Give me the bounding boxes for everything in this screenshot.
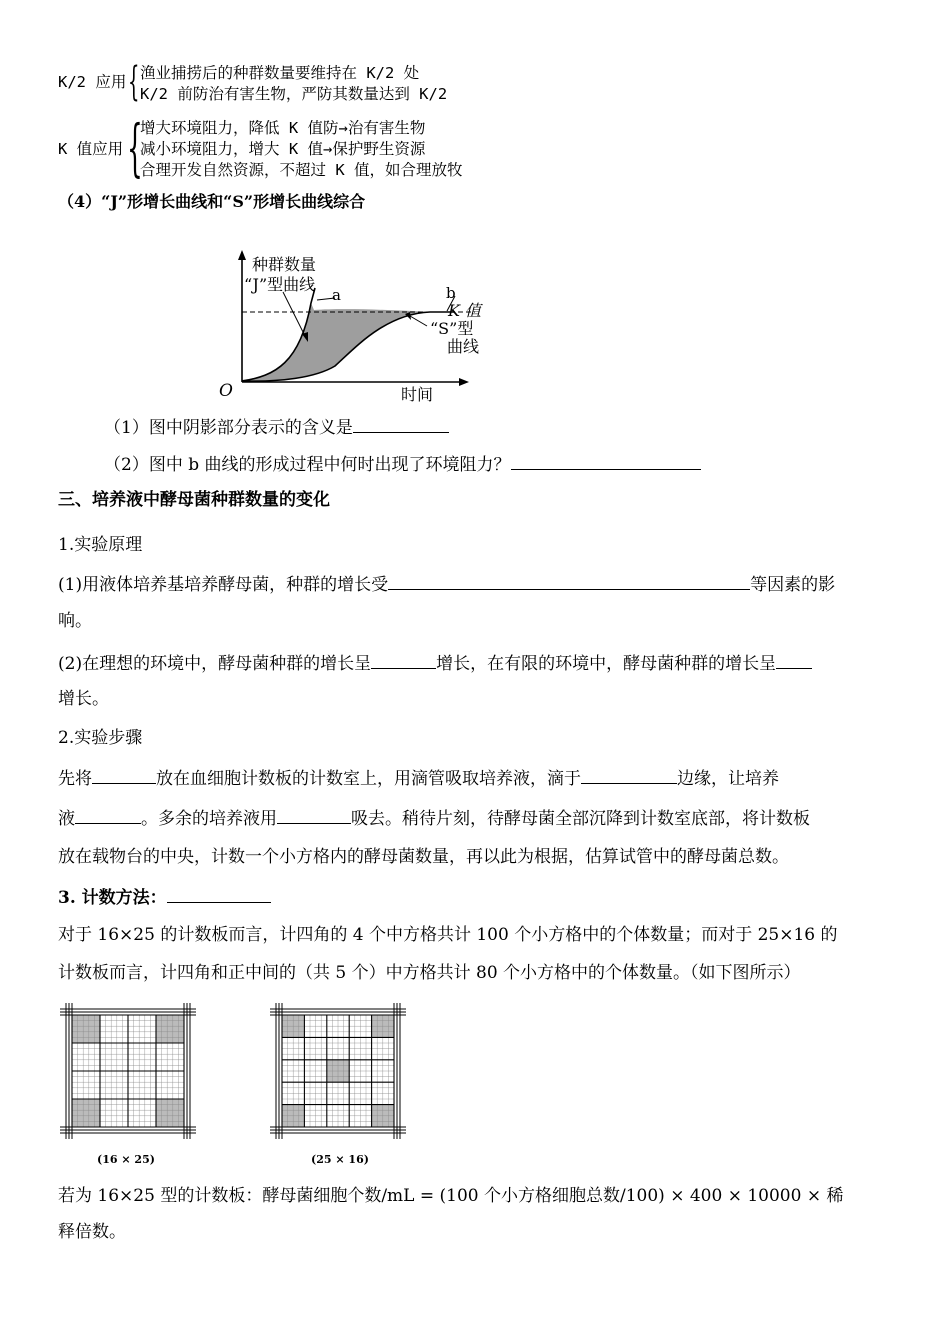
counting-heading-row — [58, 886, 271, 908]
k-value-brace: { — [127, 111, 143, 184]
k-half-label: K/2 应用 — [58, 73, 127, 91]
grid-16x25-shaded-square — [156, 1015, 184, 1043]
origin-label: O — [219, 381, 233, 401]
grid-25x16-drawing — [270, 1003, 406, 1139]
steps-line-3: 放在载物台的中央，计数一个小方格内的酵母菌数量，再以此为根据，估算试管中的酵母菌总数。 — [58, 847, 789, 867]
steps-blank-2[interactable] — [581, 767, 677, 784]
k-value-item-1: 增大环境阻力，降低 K 值防→治有害生物 — [140, 119, 426, 137]
steps-blank-1[interactable] — [92, 767, 156, 784]
k-value-item-2: 减小环境阻力，增大 K 值→保护野生资源 — [140, 140, 426, 158]
principle-p1-c: 响。 — [58, 611, 92, 631]
grid-16x25-shaded-square — [72, 1015, 100, 1043]
principle-p1-b: 等因素的影 — [750, 575, 836, 595]
steps-s2-c: 吸去。稍待片刻，待酵母菌全部沉降到计数室底部，将计数板 — [351, 809, 810, 829]
k-value-label-fig: K 值 — [447, 301, 481, 320]
question-1-blank[interactable] — [353, 416, 449, 433]
k-half-item-1: 渔业捕捞后的种群数量要维持在 K/2 处 — [140, 64, 420, 82]
steps-s2-a: 液 — [58, 809, 75, 829]
principle-p2-a: (2)在理想的环境中，酵母菌种群的增长呈 — [58, 654, 372, 674]
k-value-label: K 值应用 — [58, 140, 124, 158]
formula-line-1: 若为 16×25 型的计数板：酵母菌细胞个数/mL = (100 个小方格细胞总数/100) × 400 × 10000 × 稀 — [58, 1186, 844, 1206]
principle-p1 — [58, 573, 835, 595]
s-curve-label-2: 曲线 — [447, 337, 480, 356]
principle-p2-b: 增长，在有限的环境中，酵母菌种群的增长呈 — [436, 654, 777, 674]
growth-curve-figure — [205, 248, 485, 406]
steps-s1-b: 放在血细胞计数板的计数室上，用滴管吸取培养液，滴于 — [156, 769, 581, 789]
steps-line-1 — [58, 767, 779, 789]
question-2-blank[interactable] — [511, 453, 701, 470]
principle-p1-blank[interactable] — [388, 573, 750, 590]
counting-line-2: 计数板而言，计四角和正中间的（共 5 个）中方格共计 80 个小方格中的个体数量。（如下图所示） — [58, 963, 801, 983]
grid-16x25-drawing — [60, 1003, 196, 1139]
steps-blank-3[interactable] — [75, 807, 141, 824]
question-1 — [104, 416, 449, 438]
y-axis-arrow — [238, 250, 246, 260]
steps-blank-4[interactable] — [277, 807, 351, 824]
steps-s1-c: 边缘，让培养 — [677, 769, 779, 789]
grid-16x25-shaded-square — [156, 1099, 184, 1127]
principle-p2-blank-1[interactable] — [371, 652, 436, 669]
k-half-item-2: K/2 前防治有害生物，严防其数量达到 K/2 — [140, 85, 448, 103]
principle-p2-blank-2[interactable] — [776, 652, 812, 669]
grid-16x25-caption: (16 × 25) — [97, 1153, 155, 1166]
counting-heading: 3. 计数方法： — [58, 888, 167, 908]
grid-25x16 — [262, 1001, 412, 1166]
x-axis-label: 时间 — [401, 385, 434, 404]
question-1-text: （1）图中阴影部分表示的含义是 — [104, 418, 353, 438]
point-b-label: b — [446, 284, 456, 302]
point-a-label: a — [332, 286, 341, 304]
counting-line-1: 对于 16×25 的计数板而言，计四角的 4 个中方格共计 100 个小方格中的个体数量；而对于 25×16 的 — [58, 925, 838, 945]
steps-s2-b: 。多余的培养液用 — [141, 809, 277, 829]
section3-title: 三、培养液中酵母菌种群数量的变化 — [58, 490, 330, 510]
grid-16x25-shaded-square — [72, 1099, 100, 1127]
principle-p1-a: (1)用液体培养基培养酵母菌，种群的增长受 — [58, 575, 389, 595]
k-half-brace: { — [128, 59, 140, 105]
steps-s1-a: 先将 — [58, 769, 92, 789]
principle-p2-c: 增长。 — [58, 689, 109, 709]
j-label-pointer — [283, 292, 306, 338]
question-2 — [104, 453, 701, 475]
formula-line-2: 释倍数。 — [58, 1222, 126, 1242]
principle-heading: 1.实验原理 — [58, 535, 143, 555]
s-label-pointer — [410, 316, 427, 326]
j-curve-label: “J”型曲线 — [244, 275, 316, 294]
principle-p2 — [58, 652, 812, 674]
counting-blank[interactable] — [167, 886, 271, 903]
shaded-area — [242, 303, 430, 381]
steps-line-2 — [58, 807, 810, 829]
grid-16x25 — [56, 1001, 196, 1166]
steps-heading: 2.实验步骤 — [58, 728, 143, 748]
k-value-item-3: 合理开发自然资源，不超过 K 值，如合理放牧 — [140, 161, 463, 179]
section4-title: （4）“J”形增长曲线和“S”形增长曲线综合 — [58, 192, 366, 211]
y-axis-label: 种群数量 — [252, 255, 317, 274]
s-curve-label-1: “S”型 — [430, 319, 474, 338]
x-axis-arrow — [459, 378, 469, 386]
grid-25x16-caption: (25 × 16) — [311, 1153, 369, 1166]
question-2-text: （2）图中 b 曲线的形成过程中何时出现了环境阻力？ — [104, 455, 511, 475]
